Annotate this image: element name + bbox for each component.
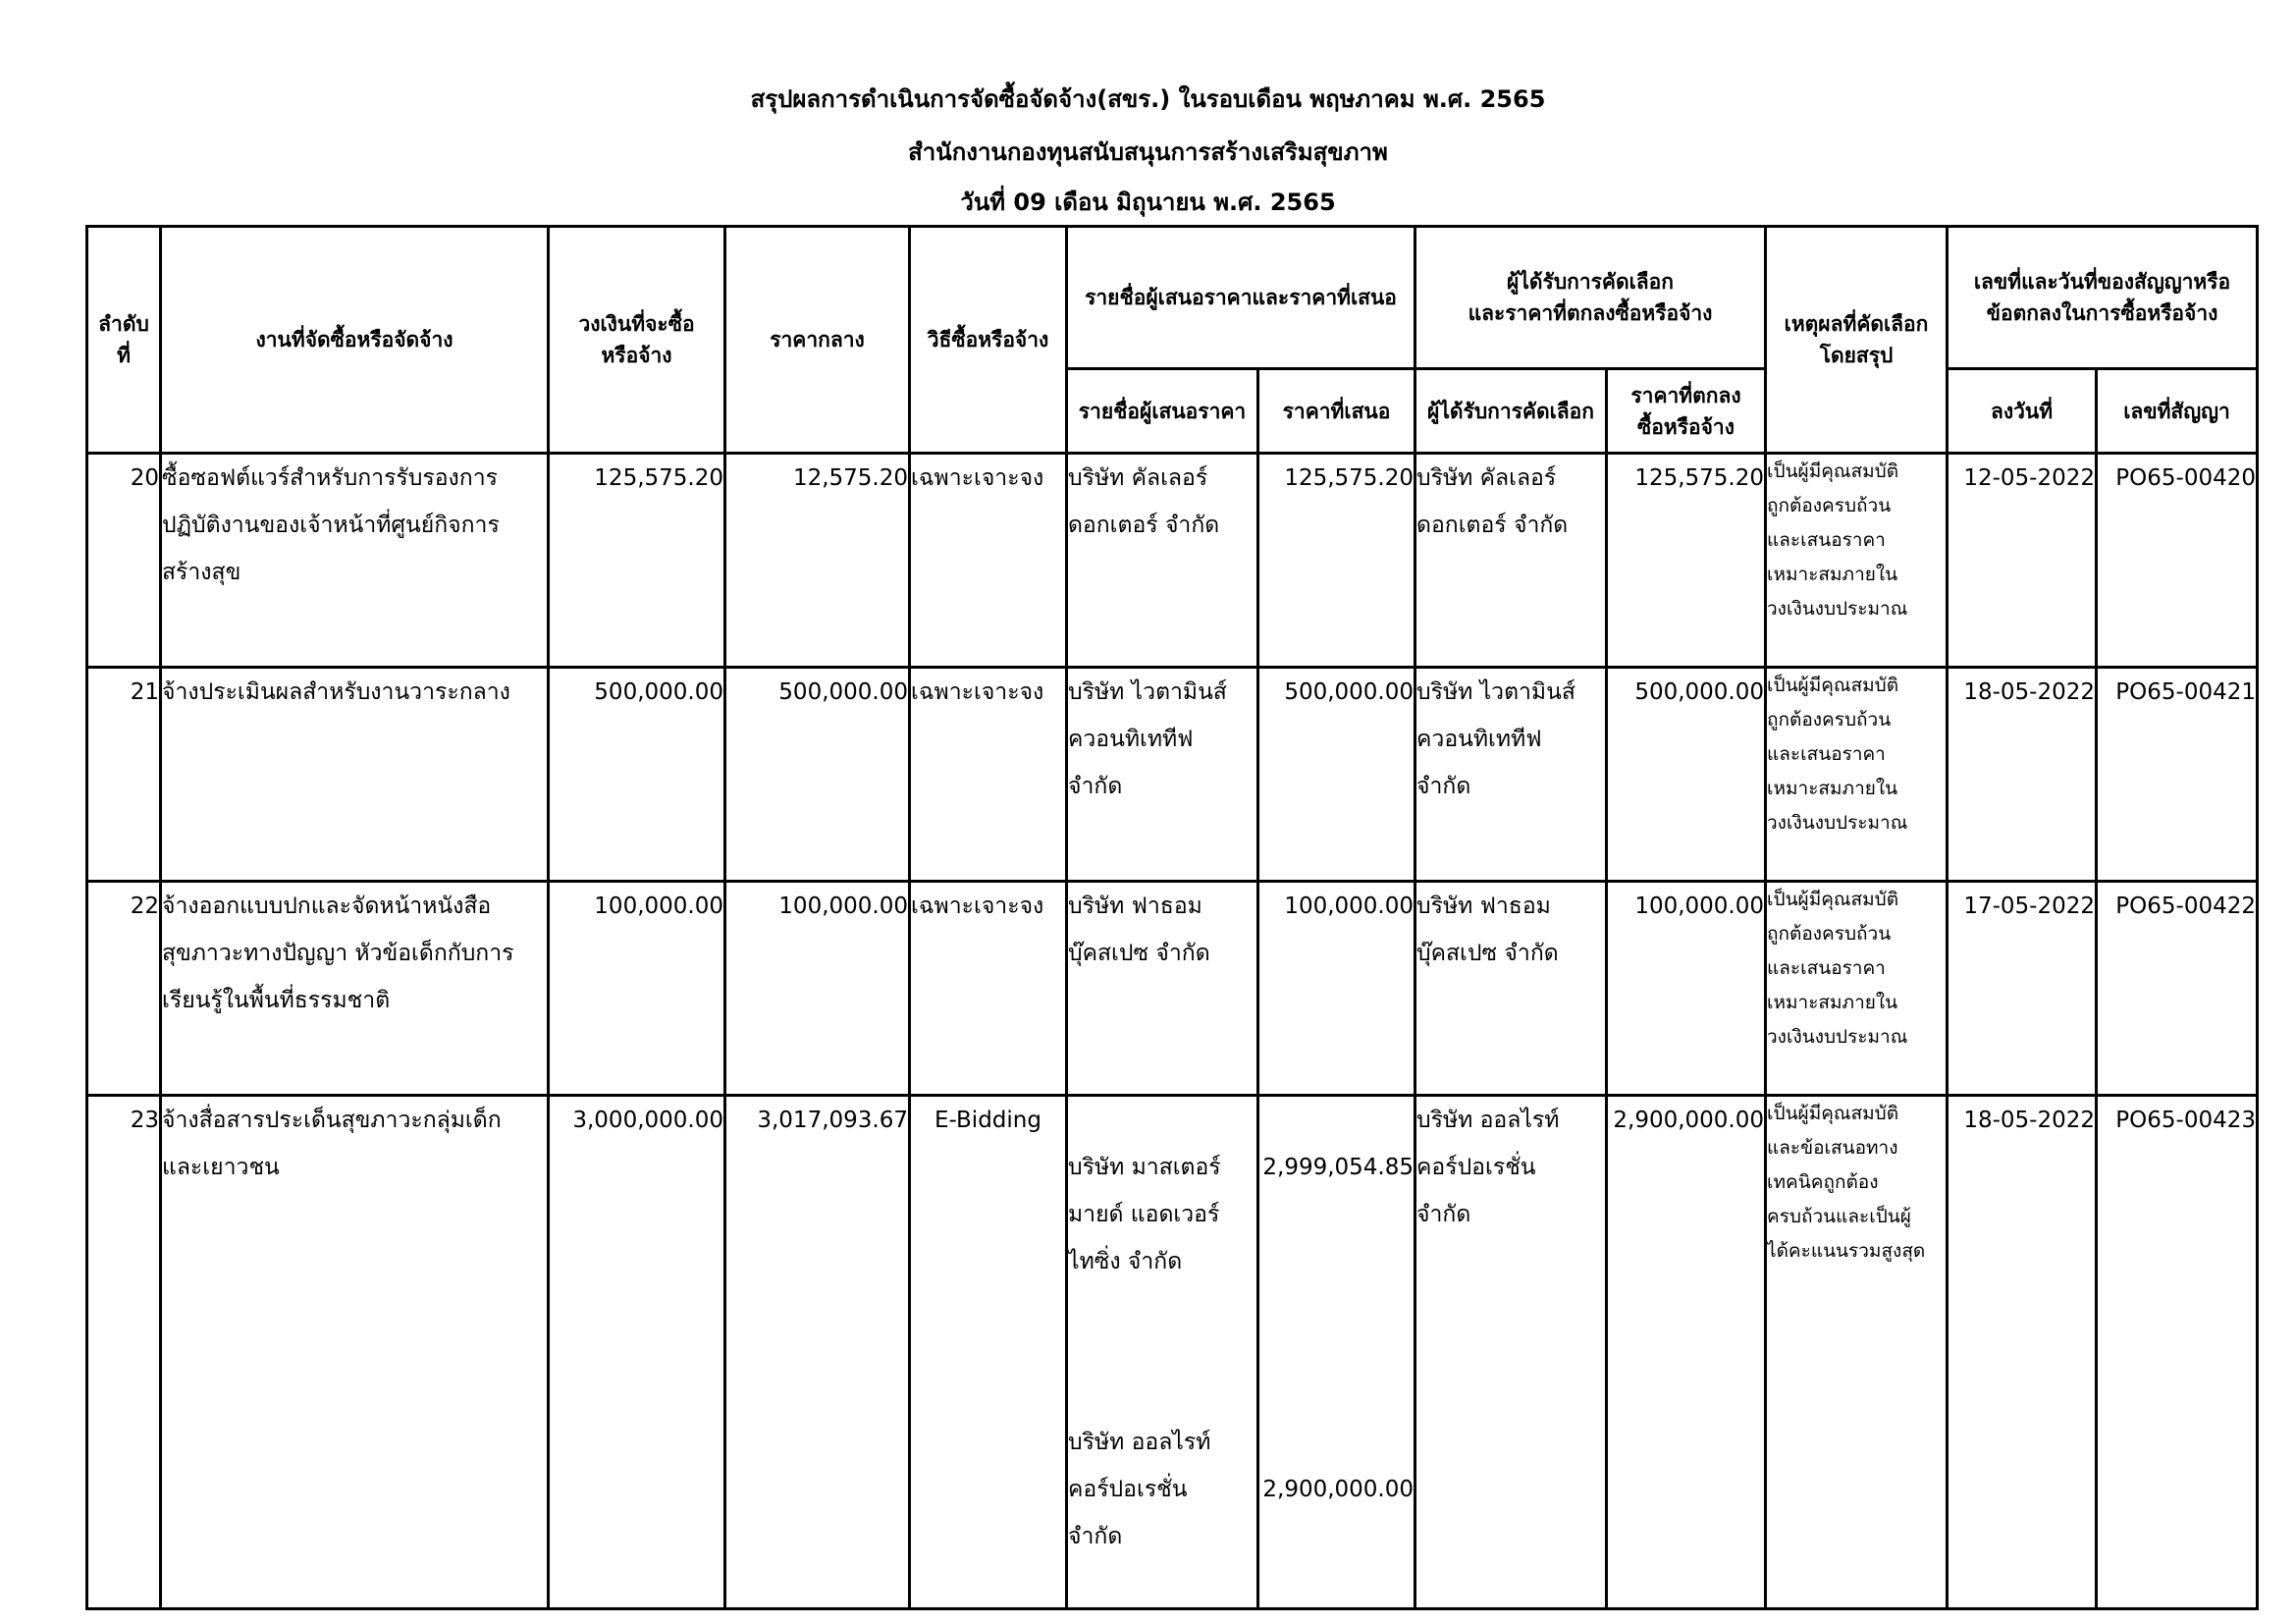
table-row <box>87 454 2258 668</box>
row-contract-date: 18-05-2022 <box>1948 1096 2097 1609</box>
col-header-agreed-price: ราคาที่ตกลง ซื้อหรือจ้าง <box>1607 369 1766 454</box>
organization-name: สำนักงานกองทุนสนับสนุนการสร้างเสริมสุขภาพ <box>908 138 1388 166</box>
row-method: เฉพาะเจาะจง <box>910 882 1067 1096</box>
row-work: จ้างประเมินผลสำหรับงานวาระกลาง <box>161 668 549 882</box>
col-header-winner-name: ผู้ได้รับการคัดเลือก <box>1415 369 1607 454</box>
col-header-contract-group: เลขที่และวันที่ของสัญญาหรือ ข้อตกลงในการซื้อหรือจ้าง <box>1948 227 2258 369</box>
table-row <box>87 882 2258 1096</box>
document-title: สรุปผลการดำเนินการจัดซื้อจัดจ้าง(สขร.) ในรอบเดือน พฤษภาคม พ.ศ. 2565 <box>750 85 1546 113</box>
row-bidder-name: บริษัท คัลเลอร์ ดอกเตอร์ จำกัด <box>1067 454 1258 668</box>
row-budget: 100,000.00 <box>549 882 725 1096</box>
row-bidder-names <box>1067 1096 1258 1609</box>
row-method: เฉพาะเจาะจง <box>910 454 1067 668</box>
col-header-bidders-group: รายชื่อผู้เสนอราคาและราคาที่เสนอ <box>1067 227 1415 369</box>
bidder-name: บริษัท มาสเตอร์ มายด์ แอดเวอร์ ไทซิ่ง จำกัด <box>1068 1155 1221 1274</box>
row-budget: 3,000,000.00 <box>549 1096 725 1609</box>
row-winner-name: บริษัท ไวตามินส์ ควอนทิเททีฟ จำกัด <box>1415 668 1607 882</box>
row-bidder-name: บริษัท ฟาธอม บุ๊คสเปซ จำกัด <box>1067 882 1258 1096</box>
row-reason: เป็นผู้มีคุณสมบัติ และข้อเสนอทาง เทคนิคถูกต้อง ครบถ้วนและเป็นผู้ ได้คะแนนรวมสูงสุด <box>1766 1096 1948 1609</box>
col-header-reason: เหตุผลที่คัดเลือก โดยสรุป <box>1766 227 1948 454</box>
col-header-bid-price: ราคาที่เสนอ <box>1258 369 1415 454</box>
row-no: 23 <box>87 1096 161 1609</box>
col-header-no: ลำดับ ที่ <box>87 227 161 454</box>
bid-price-gap <box>1259 1238 1414 1419</box>
row-median-price: 3,017,093.67 <box>725 1096 910 1609</box>
row-no: 20 <box>87 454 161 668</box>
bidder-name: บริษัท ออลไรท์ คอร์ปอเรชั่น จำกัด <box>1068 1430 1211 1549</box>
row-contract-no: PO65-00420 <box>2097 454 2258 668</box>
row-reason: เป็นผู้มีคุณสมบัติ ถูกต้องครบถ้วน และเสนอราคา เหมาะสมภายใน วงเงินงบประมาณ <box>1766 454 1948 668</box>
row-contract-no: PO65-00423 <box>2097 1096 2258 1609</box>
document-date: วันที่ 09 เดือน มิถุนายน พ.ศ. 2565 <box>960 189 1336 216</box>
row-agreed-price: 125,575.20 <box>1607 454 1766 668</box>
col-header-median-price: ราคากลาง <box>725 227 910 454</box>
row-no: 22 <box>87 882 161 1096</box>
row-contract-no: PO65-00422 <box>2097 882 2258 1096</box>
row-median-price: 500,000.00 <box>725 668 910 882</box>
row-median-price: 100,000.00 <box>725 882 910 1096</box>
row-budget: 500,000.00 <box>549 668 725 882</box>
row-agreed-price: 500,000.00 <box>1607 668 1766 882</box>
bidder-gap <box>1068 1332 1256 1372</box>
row-agreed-price: 100,000.00 <box>1607 882 1766 1096</box>
bid-price: 2,999,054.85 <box>1262 1155 1415 1180</box>
col-header-contract-no: เลขที่สัญญา <box>2097 369 2258 454</box>
procurement-table <box>85 225 2259 1610</box>
row-work: จ้างออกแบบปกและจัดหน้าหนังสือ สุขภาวะทางปัญญา หัวข้อเด็กกับการ เรียนรู้ในพื้นที่ธรรมชาติ <box>161 882 549 1096</box>
row-bidder-name: บริษัท ไวตามินส์ ควอนทิเททีฟ จำกัด <box>1067 668 1258 882</box>
table-row <box>87 668 2258 882</box>
row-winner-name: บริษัท คัลเลอร์ ดอกเตอร์ จำกัด <box>1415 454 1607 668</box>
bid-price: 2,900,000.00 <box>1262 1477 1415 1502</box>
col-header-budget: วงเงินที่จะซื้อ หรือจ้าง <box>549 227 725 454</box>
col-header-bidder-name: รายชื่อผู้เสนอราคา <box>1067 369 1258 454</box>
row-contract-date: 17-05-2022 <box>1948 882 2097 1096</box>
row-budget: 125,575.20 <box>549 454 725 668</box>
row-no: 21 <box>87 668 161 882</box>
col-header-work: งานที่จัดซื้อหรือจัดจ้าง <box>161 227 549 454</box>
row-bid-price: 500,000.00 <box>1258 668 1415 882</box>
table-row <box>87 1096 2258 1609</box>
row-agreed-price: 2,900,000.00 <box>1607 1096 1766 1609</box>
row-bid-prices <box>1258 1096 1415 1609</box>
row-work: ซื้อซอฟต์แวร์สำหรับการรับรองการ ปฏิบัติงานของเจ้าหน้าที่ศูนย์กิจการ สร้างสุข <box>161 454 549 668</box>
row-contract-date: 18-05-2022 <box>1948 668 2097 882</box>
row-median-price: 12,575.20 <box>725 454 910 668</box>
row-winner-name: บริษัท ออลไรท์ คอร์ปอเรชั่น จำกัด <box>1415 1096 1607 1609</box>
row-bid-price: 100,000.00 <box>1258 882 1415 1096</box>
row-contract-date: 12-05-2022 <box>1948 454 2097 668</box>
row-contract-no: PO65-00421 <box>2097 668 2258 882</box>
row-bid-price: 125,575.20 <box>1258 454 1415 668</box>
col-header-winner-group: ผู้ได้รับการคัดเลือก และราคาที่ตกลงซื้อหรือจ้าง <box>1415 227 1766 369</box>
row-method: เฉพาะเจาะจง <box>910 668 1067 882</box>
row-method: E-Bidding <box>910 1096 1067 1609</box>
row-reason: เป็นผู้มีคุณสมบัติ ถูกต้องครบถ้วน และเสนอราคา เหมาะสมภายใน วงเงินงบประมาณ <box>1766 668 1948 882</box>
col-header-contract-date: ลงวันที่ <box>1948 369 2097 454</box>
row-reason: เป็นผู้มีคุณสมบัติ ถูกต้องครบถ้วน และเสนอราคา เหมาะสมภายใน วงเงินงบประมาณ <box>1766 882 1948 1096</box>
row-work: จ้างสื่อสารประเด็นสุขภาวะกลุ่มเด็ก และเยาวชน <box>161 1096 549 1609</box>
row-winner-name: บริษัท ฟาธอม บุ๊คสเปซ จำกัด <box>1415 882 1607 1096</box>
col-header-method: วิธีซื้อหรือจ้าง <box>910 227 1067 454</box>
